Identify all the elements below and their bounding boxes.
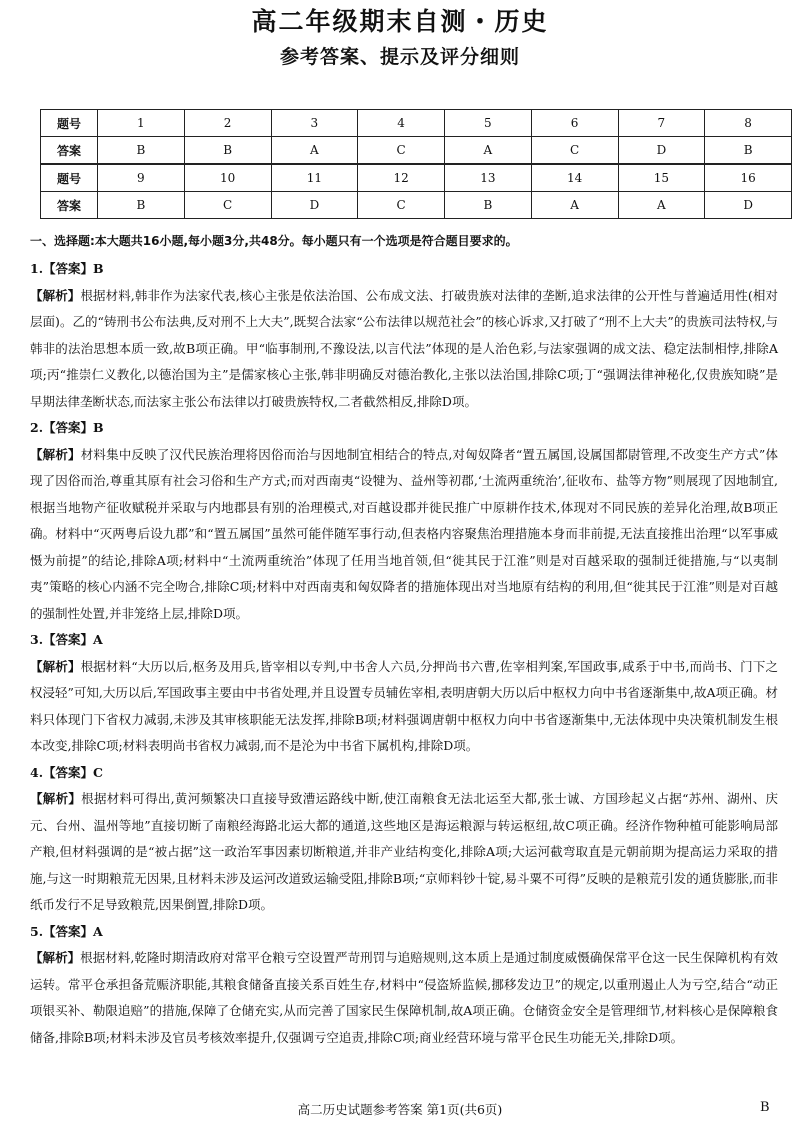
answer-line: 5.【答案】A (30, 923, 103, 939)
answer-table-cell: 10 (184, 164, 271, 192)
answer-table-cell: A (618, 192, 705, 219)
answer-table-cell: 5 (445, 110, 532, 137)
answer-table-cell: 8 (705, 110, 792, 137)
answer-table-cell: D (271, 192, 358, 219)
answer-table-cell: 16 (705, 164, 792, 192)
answer-table-cell: 2 (184, 110, 271, 137)
answer-table-cell: 11 (271, 164, 358, 192)
answer-table-cell: A (271, 137, 358, 165)
answer-table-cell: B (98, 137, 185, 165)
answer-table-cell: B (445, 192, 532, 219)
answer-table-cell: D (618, 137, 705, 165)
answer-line: 4.【答案】C (30, 764, 103, 780)
analysis-tag: 【解析】 (30, 446, 81, 462)
answer-table-cell: C (358, 137, 445, 165)
answer-table-cell: 4 (358, 110, 445, 137)
answer-table-cell: 3 (271, 110, 358, 137)
analysis-tag: 【解析】 (30, 791, 82, 806)
analysis-text: 材料集中反映了汉代民族治理将因俗而治与因地制宜相结合的特点,对匈奴降者“置五属国,设属国都尉管理,不改变生产方式”体现了因俗而治,尊重其原有社会习俗和生产方式;而对西南夷“设犍为、益州等初郡,‘土流两重统治’,征收布、盐等方物”则展现了因地制宜,根据当地物产征收赋税并采取与内地郡县有别的治理模式,对百越设郡并徙民推广中原耕作技术,体现对不同民族的差异化治理,故B项正确。材料中“灭两粤后设九郡”和“置五属国”虽然可能伴随军事行动,但表格内容聚焦治理措施本身而非前提,无法直接推出治理“以军事威慑为前提”的结论,排除A项;材料中“土流两重统治”体现了任用当地首领,但“徙其民于江淮”则是对百越采取的强制迁徙措施,与“以夷制夷”策略的核心内涵不完全吻合,排除C项;材料中对西南夷和匈奴降者的措施体现出对当地原有结构的利用,但“徙其民于江淮”则是对百越的强制性处置,并非笼络上层,排除D项。 (30, 446, 778, 621)
row-label: 答案 (41, 137, 98, 165)
answer-table-cell: A (445, 137, 532, 165)
answer-table-cell: B (705, 137, 792, 165)
answer-table-cell: C (531, 137, 618, 165)
answer-line: 3.【答案】A (30, 632, 103, 647)
answer-table-row (41, 110, 792, 137)
answer-table-cell: B (98, 192, 185, 219)
answer-table-cell: 14 (531, 164, 618, 192)
answer-table-cell: 9 (98, 164, 185, 192)
answer-table-cell: 7 (618, 110, 705, 137)
page-footer: 高二历史试题参考答案 第1页(共6页) (297, 1102, 503, 1117)
analysis-text: 根据材料“大历以后,枢务及用兵,皆宰相以专判,中书舍人六员,分押尚书六曹,佐宰相判案,军国政事,咸系于中书,而尚书、门下之权浸轻”可知,大历以后,军国政事主要由中书省处理,并且设置专员辅佐宰相,表明唐朝大历以后中枢权力向中书省逐渐集中,故A项正确。材料只体现门下省权力减弱,未涉及其审核职能无法发挥,排除B项;材料强调唐朝中枢权力向中书省逐渐集中,无法体现中央决策机制发生根本改变,排除C项;材料表明尚书省权力减弱,而不是沦为中书省下属机构,排除D项。 (30, 658, 778, 753)
answer-line: 1.【答案】B (30, 261, 104, 276)
answer-table-row (41, 192, 792, 219)
answer-table-cell: B (184, 137, 271, 165)
section-heading: 一、选择题:本大题共16小题,每小题3分,共48分。每小题只有一个选项是符合题目要求的。 (30, 234, 518, 248)
answer-table-cell: C (358, 192, 445, 219)
page-title: 高二年级期末自测・历史 (251, 7, 549, 36)
answer-table-cell: 6 (531, 110, 618, 137)
analysis-paragraph (30, 945, 778, 1051)
answer-table-row (41, 164, 792, 192)
paper-code: B (760, 1100, 770, 1115)
analysis-paragraph (30, 654, 778, 760)
answer-table-cell: 12 (358, 164, 445, 192)
answer-table-cell: C (184, 192, 271, 219)
row-label: 题号 (41, 110, 98, 137)
analysis-text: 根据材料可得出,黄河频繁决口直接导致漕运路线中断,使江南粮食无法北运至大都,张士诚、方国珍起义占据“苏州、湖州、庆元、台州、温州等地”直接切断了南粮经海路北运大都的通道,这些地区是海运粮源与转运枢纽,故C项正确。经济作物种植可能影响局部产粮,但材料强调的是“被占据”这一政治军事因素切断粮道,并非产业结构变化,排除A项;大运河截弯取直是元朝前期为提高运力采取的措施,与这一时期粮荒无因果,且材料未涉及运河改道致运输受阻,排除B项;“京师料钞十锭,易斗粟不可得”反映的是粮荒引发的通货膨胀,而非纸币发行不足导致粮荒,因果倒置,排除D项。 (30, 791, 778, 912)
answer-table-cell: A (531, 192, 618, 219)
answer-line: 2.【答案】B (30, 420, 104, 435)
question-5 (30, 919, 778, 1052)
analysis-text: 根据材料,韩非作为法家代表,核心主张是依法治国、公布成文法、打破贵族对法律的垄断,追求法律的公开性与普遍适用性(相对层面)。乙的“铸刑书公布法典,反对刑不上大夫”,既契合法家“公布法律以规范社会”的核心诉求,又打破了“刑不上大夫”的贵族司法特权,与韩非的法治思想本质一致,故B项正确。甲“临事制刑,不豫设法,以言代法”体现的是人治色彩,与法家强调的成文法、稳定法制相悖,排除A项;丙“推崇仁义教化,以德治国为主”是儒家核心主张,韩非明确反对德治教化,主张以法治国,排除C项;丁“强调法律神秘化,仅贵族知晓”是早期法律垄断状态,而法家主张公布法律以打破贵族特权,二者截然相反,排除D项。 (30, 287, 778, 409)
analysis-tag: 【解析】 (30, 950, 81, 965)
question-2 (30, 415, 778, 627)
analysis-tag: 【解析】 (30, 287, 81, 303)
question-3 (30, 627, 778, 760)
row-label: 题号 (41, 164, 98, 192)
row-label: 答案 (41, 192, 98, 219)
question-1 (30, 256, 778, 415)
answer-table-cell: 15 (618, 164, 705, 192)
question-4 (30, 760, 778, 919)
analysis-tag: 【解析】 (30, 658, 81, 674)
answer-table-cell: D (705, 192, 792, 219)
answer-explanations (30, 256, 778, 1051)
answer-table (40, 109, 792, 219)
page-subtitle: 参考答案、提示及评分细则 (279, 46, 520, 68)
analysis-paragraph (30, 786, 778, 919)
answer-table-cell: 1 (98, 110, 185, 137)
answer-table-cell: 13 (445, 164, 532, 192)
analysis-text: 根据材料,乾隆时期清政府对常平仓粮亏空设置严苛刑罚与追赔规则,这本质上是通过制度威慑确保常平仓这一民生保障机构有效运转。常平仓承担备荒赈济职能,其粮食储备直接关系百姓生存,材料中“侵盗矫监候,挪移发边卫”的规定,以重刑遏止人为亏空,结合“动正项银买补、勒限追赔”的措施,保障了仓储充实,从而完善了国家民生保障机制,故A项正确。仓储资金安全是管理细节,材料核心是保障粮食储备,排除B项;材料未涉及官员考核效率提升,仅强调亏空追责,排除C项;商业经营环境与常平仓民生功能无关,排除D项。 (30, 950, 778, 1045)
analysis-paragraph (30, 283, 778, 416)
answer-table-row (41, 137, 792, 165)
analysis-paragraph (30, 442, 778, 628)
